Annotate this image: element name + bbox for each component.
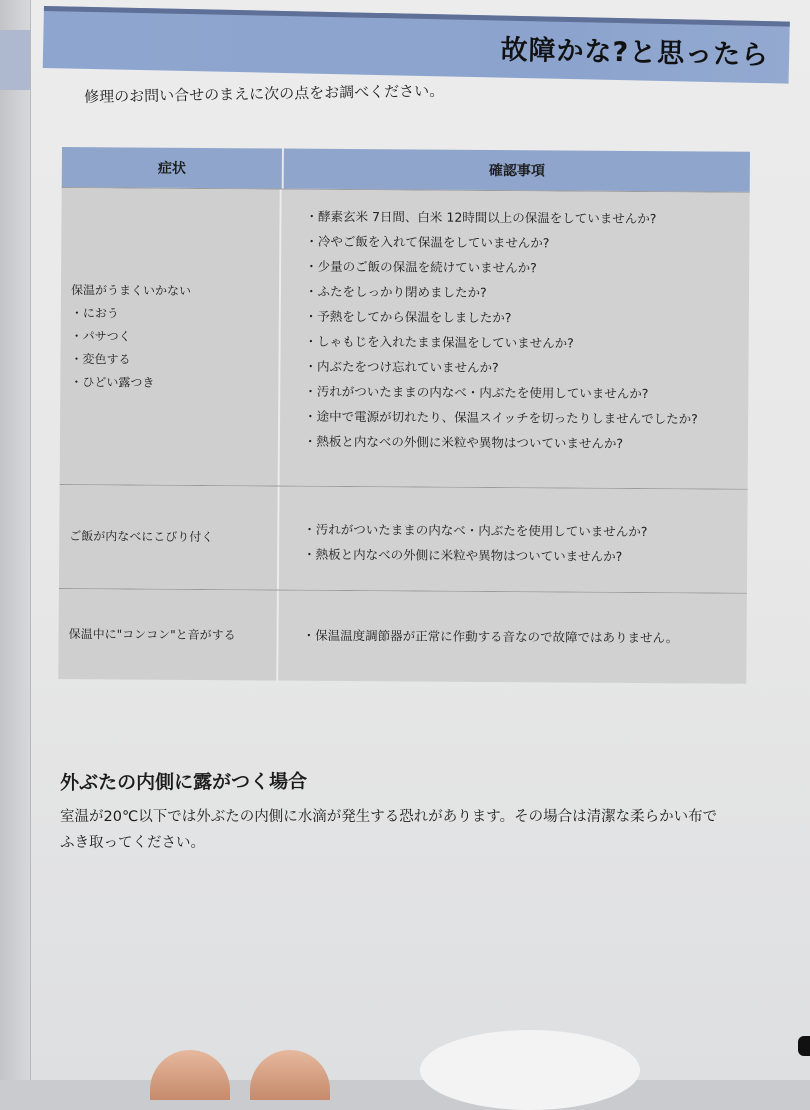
symptom-cell (59, 485, 280, 590)
symptom-cell (58, 589, 279, 681)
check-item: ・熱板と内なべの外側に米粒や異物はついていませんか? (303, 546, 623, 564)
symptom-line: ご飯が内なべにこびり付く (69, 529, 214, 545)
fingers (150, 1050, 350, 1090)
symptom-line: ・変色する (70, 351, 131, 366)
table-row (60, 187, 750, 489)
header-check: 確認事項 (284, 149, 750, 192)
check-item: ・ふたをしっかり閉めましたか? (304, 283, 487, 300)
adjacent-page-band (0, 30, 30, 90)
table-row (58, 588, 747, 684)
check-item: ・途中で電源が切れたり、保温スイッチを切ったりしませんでしたか? (304, 408, 698, 427)
check-item: ・汚れがついたままの内なべ・内ぶたを使用していませんか? (304, 383, 649, 402)
symptom-line: 保温がうまくいかない (70, 282, 192, 298)
symptom-line: ・パサつく (70, 328, 131, 343)
table-row (59, 484, 748, 593)
header-symptom: 症状 (62, 147, 284, 189)
check-item: ・熱板と内なべの外側に米粒や異物はついていませんか? (303, 433, 624, 451)
section-body (60, 804, 717, 856)
check-item: ・しゃもじを入れたまま保温をしていませんか? (304, 333, 574, 351)
section-body-line: ふき取ってください。 (60, 835, 205, 851)
finger (250, 1050, 330, 1100)
table-header (62, 147, 750, 192)
check-item: ・汚れがついたままの内なべ・内ぶたを使用していませんか? (303, 521, 648, 540)
check-item: ・少量のご飯の保温を続けていませんか? (305, 258, 537, 276)
check-item: ・酵素玄米 7日間、白米 12時間以上の保温をしていませんか? (305, 208, 657, 227)
section-title: 外ぶたの内側に露がつく場合 (60, 770, 308, 794)
light-glare (420, 1030, 640, 1110)
symptom-cell (60, 188, 282, 486)
adjacent-page-edge (0, 0, 30, 1080)
page-title: 故障かな?と思ったら (500, 34, 770, 72)
check-item: ・保温温度調節器が正常に作動する音なので故障ではありません。 (302, 627, 679, 646)
dark-marker (798, 1036, 810, 1056)
troubleshooting-table (58, 147, 750, 684)
symptom-line: ・におう (70, 305, 119, 320)
section-body-line: 室温が20℃以下では外ぶたの内側に水滴が発生する恐れがあります。その場合は清潔な柔らかい布で (60, 809, 718, 825)
intro-text: 修理のお問い合せのまえに次の点をお調べください。 (84, 81, 445, 106)
check-item: ・予熱をしてから保温をしましたか? (304, 308, 512, 326)
symptom-line: ・ひどい露つき (70, 374, 155, 390)
check-item: ・内ぶたをつけ忘れていませんか? (304, 358, 499, 376)
finger (150, 1050, 230, 1100)
check-cell (280, 190, 750, 489)
symptom-line: 保温中に"コンコン"と音がする (68, 626, 236, 642)
check-cell (279, 487, 748, 593)
check-item: ・冷やご飯を入れて保温をしていませんか? (305, 233, 550, 251)
check-cell (278, 591, 747, 684)
